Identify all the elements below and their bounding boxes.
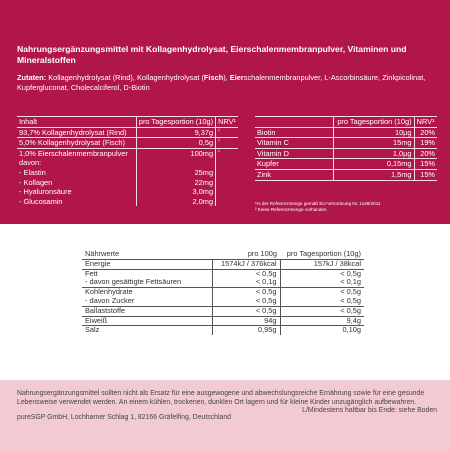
- row-name: - Hyaluronsäure: [19, 187, 72, 197]
- col-header-naehrwerte: Nährwerte: [82, 250, 212, 259]
- row-nrv-sup: ²: [218, 127, 220, 133]
- row-perday: < 0,5g: [280, 306, 364, 316]
- row-name: - Glucosamin: [19, 196, 63, 206]
- row-value: 22mg: [136, 178, 215, 188]
- nutrition-section: [0, 224, 450, 380]
- vitamins-table-header: [255, 117, 437, 128]
- table-row: [82, 306, 364, 316]
- row-value: 25mg: [136, 168, 215, 178]
- col-header-nrv: NRV¹: [216, 117, 238, 128]
- table-row: [17, 178, 238, 188]
- row-value: 1,5mg: [333, 169, 414, 180]
- row-value: 15mg: [333, 138, 414, 149]
- ingredients-part-3: schalenmembranpulver, L-Ascorbinsäure, Zinkpicolinat, Kupfergluconat, Cholecalciferol, D-Biotin: [17, 73, 426, 92]
- row-nrv: 15%: [414, 159, 437, 170]
- table-row: [17, 197, 238, 207]
- row-perday: 0,10g: [280, 326, 364, 335]
- row-value: 9,37g: [136, 127, 215, 138]
- row-value: 3,0mg: [136, 187, 215, 197]
- table-row: [255, 159, 437, 170]
- table-row: [255, 148, 437, 159]
- contents-table-header: [17, 117, 238, 128]
- row-name: Fett: [85, 268, 98, 278]
- table-row: [82, 326, 364, 335]
- row-value: 10µg: [333, 127, 414, 138]
- table-row: [17, 148, 238, 168]
- allergen-fish: Fisch: [203, 73, 224, 82]
- row-name: Kohlenhydrate: [85, 287, 133, 297]
- row-name: Biotin: [255, 127, 333, 138]
- table-row: [82, 316, 364, 326]
- row-per100: 94g: [212, 316, 280, 326]
- table-row: [255, 138, 437, 149]
- footnote-1: ¹% der Referenzmenge gemäß EU-Verordnung Nr. 1169/2011: [255, 201, 381, 206]
- row-perday: 9,4g: [280, 316, 364, 326]
- col-header-perday: pro Tagesportion (10g): [280, 250, 364, 259]
- row-name: - Kollagen: [19, 177, 53, 187]
- footnotes: [255, 201, 445, 213]
- row-nrv: [216, 138, 238, 149]
- row-name: Energie: [82, 259, 212, 269]
- company-address: pureSGP GmbH, Lochhamer Schlag 1, 82166 Gräfelfing, Deutschland: [17, 414, 231, 422]
- row-name: Ballaststoffe: [82, 306, 212, 316]
- row-perday: < 0,5g: [280, 297, 364, 306]
- row-perday: 157kJ / 38kcal: [280, 259, 364, 269]
- row-name: Vitamin C: [255, 138, 333, 149]
- col-header-portion: pro Tagesportion (10g): [136, 117, 215, 128]
- row-name: 93,7% Kollagenhydrolysat (Rind): [17, 127, 136, 138]
- warning-sentence: Nahrungsergänzungsmittel sollten nicht als Ersatz für eine ausgewogene und abwechslungsreiche Ernährung sowie für eine gesunde Lebensweise verwendet werden. An einem kühlen, trockenen, dunklen Ort lagern und für kleine Kinder unzugänglich aufbewahren.: [17, 390, 425, 406]
- row-nrv-sup: ²: [218, 138, 220, 144]
- best-before-text: L/Mindestens haltbar bis Ende: siehe Boden: [302, 407, 437, 415]
- col-header-nrv: NRV¹: [414, 117, 437, 128]
- row-name: Vitamin D: [255, 148, 333, 159]
- label-bottom-section: [0, 380, 450, 450]
- row-per100: 1574kJ / 376kcal: [212, 259, 280, 269]
- row-name: - davon Zucker: [82, 297, 212, 306]
- footnote-2: ² Keine Referenzmenge vorhanden: [255, 207, 327, 212]
- row-nrv: [216, 187, 238, 197]
- col-header-inhalt: Inhalt: [17, 117, 136, 128]
- ingredients-part-2: ),: [223, 73, 230, 82]
- row-nrv: [216, 148, 238, 168]
- col-header-per100: pro 100g: [212, 250, 280, 259]
- row-value: 0,15mg: [333, 159, 414, 170]
- row-name: 5,0% Kollagenhydrolysat (Fisch): [17, 138, 136, 149]
- table-row: [255, 169, 437, 180]
- row-per100: < 0,5g: [212, 306, 280, 316]
- table-row: [17, 187, 238, 197]
- col-header-blank: [255, 117, 333, 128]
- row-value: 0,5g: [136, 138, 215, 149]
- row-nrv: [216, 168, 238, 178]
- row-name: Kupfer: [255, 159, 333, 170]
- nutrition-table: [82, 250, 364, 335]
- row-nrv: [216, 178, 238, 188]
- row-nrv: 15%: [414, 169, 437, 180]
- row-name: Eiweiß: [82, 316, 212, 326]
- row-nrv: 20%: [414, 127, 437, 138]
- row-nrv-sup: ²: [218, 148, 220, 154]
- row-value: 2,0mg: [136, 197, 215, 207]
- row-per100: 0,95g: [212, 326, 280, 335]
- allergen-egg: Eier: [229, 73, 244, 82]
- row-nrv: [216, 127, 238, 138]
- row-perday: < 0,5g: [280, 288, 364, 297]
- vitamins-table: [255, 116, 437, 181]
- row-name: - Elastin: [19, 167, 46, 177]
- row-nrv: 20%: [414, 148, 437, 159]
- row-per100: < 0,1g: [212, 278, 280, 287]
- table-row: [17, 127, 238, 138]
- table-row: [82, 297, 364, 306]
- row-per100: < 0,5g: [212, 288, 280, 297]
- row-perday: < 0,5g: [280, 269, 364, 278]
- row-per100: < 0,5g: [212, 269, 280, 278]
- row-perday: < 0,1g: [280, 278, 364, 287]
- row-name: Zink: [255, 169, 333, 180]
- warning-text: [17, 390, 437, 415]
- table-row: [255, 127, 437, 138]
- table-row: [82, 259, 364, 269]
- ingredients-label: Zutaten:: [17, 73, 47, 82]
- row-nrv: 19%: [414, 138, 437, 149]
- contents-table: [17, 116, 238, 206]
- row-value: 1,0µg: [333, 148, 414, 159]
- ingredients-part-1: Kollagenhydrolysat (Rind), Kollagenhydrolysat (: [46, 73, 204, 82]
- product-headline: Nahrungsergänzungsmittel mit Kollagenhydrolysat, Eierschalenmembranpulver, Vitaminen und Mineralstoffen: [17, 44, 407, 65]
- row-name: Salz: [85, 325, 100, 335]
- row-per100: < 0,5g: [212, 297, 280, 306]
- row-name: 1,0% Eierschalenmembranpulver davon:: [19, 148, 128, 168]
- table-row: [17, 168, 238, 178]
- row-nrv: [216, 197, 238, 207]
- nutrition-header: [82, 250, 364, 259]
- ingredients-text: [17, 73, 437, 93]
- col-header-portion: pro Tagesportion (10g): [333, 117, 414, 128]
- row-name: - davon gesättigte Fettsäuren: [82, 278, 212, 287]
- row-value: 100mg: [136, 148, 215, 168]
- table-row: [17, 138, 238, 149]
